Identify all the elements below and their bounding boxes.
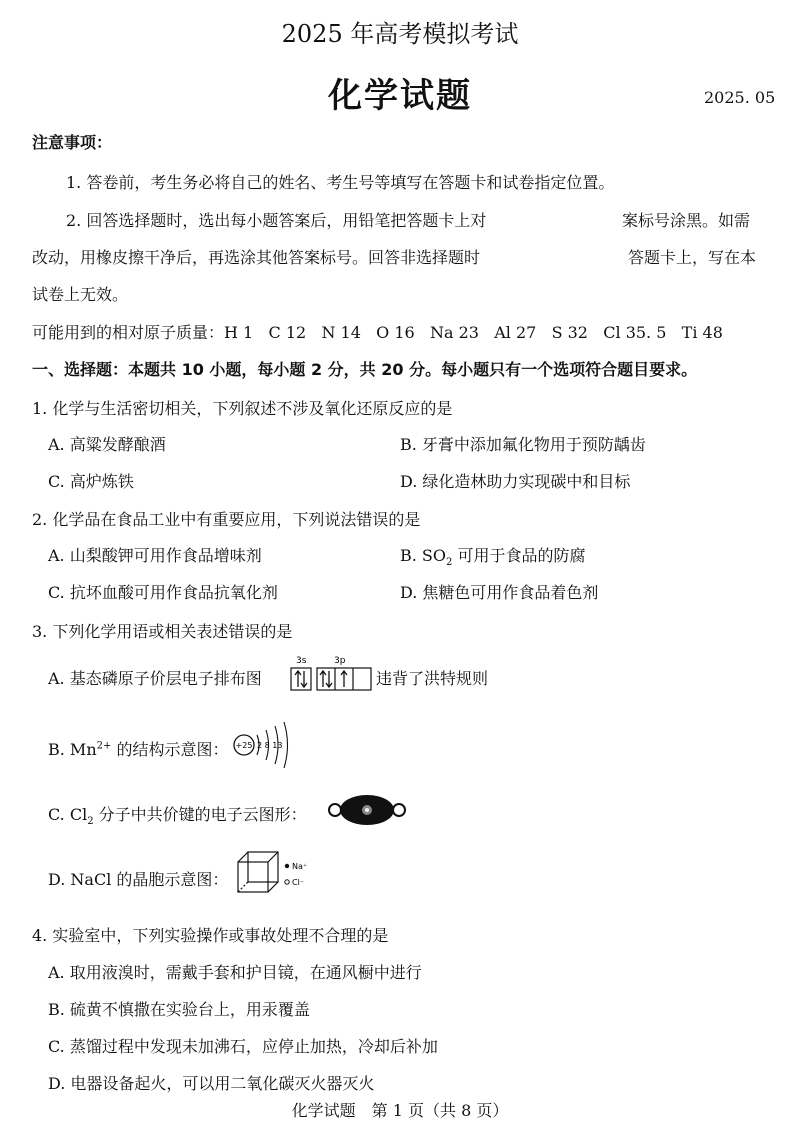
- q3-stem: 3. 下列化学用语或相关表述错误的是: [32, 622, 293, 641]
- legend-na: Na⁺: [292, 862, 308, 871]
- q3-option-c-post: 分子中共价键的电子云图形：: [93, 805, 307, 824]
- exam-title: 2025 年高考模拟考试: [281, 20, 519, 48]
- q3-option-b-post: 的结构示意图：: [111, 740, 229, 759]
- q4-option-b: B. 硫黄不慎撒在实验台上，用汞覆盖: [48, 1000, 310, 1019]
- nacl-unit-cell-diagram: [234, 848, 324, 896]
- cube-front-face: [238, 862, 268, 892]
- electron-shells: 2 8 13: [257, 741, 283, 750]
- orbital-label-3p: 3p: [334, 656, 346, 666]
- cloud-right-lobe: [393, 804, 405, 816]
- electron-cloud-diagram: [326, 792, 408, 828]
- electron-arrows: [295, 671, 347, 687]
- subject-title: 化学试题: [328, 76, 472, 116]
- nucleus-charge: +25: [235, 741, 253, 750]
- q1-option-b: B. 牙膏中添加氟化物用于预防龋齿: [400, 435, 646, 454]
- electron-up-arrow: [341, 671, 347, 687]
- q1-option-c: C. 高炉炼铁: [48, 472, 134, 491]
- q2-option-b-sub: 2: [446, 557, 453, 569]
- q3-option-a-pre: A. 基态磷原子价层电子排布图: [48, 669, 262, 688]
- mn-ion-structure-diagram: [230, 720, 300, 770]
- q2-option-b: [400, 543, 585, 568]
- page-footer: 化学试题 第 1 页（共 8 页）: [291, 1101, 509, 1120]
- notice-item-2-line-3: 试卷上无效。: [32, 285, 129, 304]
- orbital-diagram: [290, 652, 376, 694]
- q3-option-a-post: 违背了洪特规则: [376, 669, 489, 688]
- q3-option-c-sub: 2: [87, 816, 94, 828]
- q2-option-c: C. 抗坏血酸可用作食品抗氧化剂: [48, 583, 278, 602]
- notice-item-2-line-2a: 改动，用橡皮擦干净后，再选涂其他答案标号。回答非选择题时: [32, 248, 481, 267]
- notice-item-2-line-2b: 答题卡上，写在本: [628, 248, 757, 267]
- q2-option-b-post: 可用于食品的防腐: [452, 546, 586, 565]
- q2-stem: 2. 化学品在食品工业中有重要应用，下列说法错误的是: [32, 510, 421, 529]
- q3-option-b: [48, 737, 228, 760]
- notice-item-1: 1. 答卷前，考生务必将自己的姓名、考生号等填写在答题卡和试卷指定位置。: [66, 173, 615, 192]
- q3-option-d: D. NaCl 的晶胞示意图：: [48, 870, 229, 889]
- atomic-masses-line: [32, 320, 723, 343]
- q2-option-d: D. 焦糖色可用作食品着色剂: [400, 583, 599, 602]
- orbital-label-3s: 3s: [296, 656, 307, 666]
- q2-option-b-pre: B. SO: [400, 546, 447, 565]
- atomic-masses-label: 可能用到的相对原子质量：: [32, 323, 225, 342]
- q4-option-a: A. 取用液溴时，需戴手套和护目镜，在通风橱中进行: [48, 963, 422, 982]
- legend-cl: Cl⁻: [292, 878, 305, 887]
- exam-date: 2025. 05: [704, 88, 776, 107]
- electron-down-arrow: [326, 671, 332, 687]
- q1-option-a: A. 高粱发酵酿酒: [48, 435, 166, 454]
- q2-option-a: A. 山梨酸钾可用作食品增味剂: [48, 546, 262, 565]
- atomic-masses-values: H 1 C 12 N 14 O 16 Na 23 Al 27 S 32 Cl 35. 5 Ti 48: [224, 323, 723, 342]
- orbital-box-3s: [291, 668, 311, 690]
- electron-down-arrow: [301, 671, 307, 687]
- notice-item-2-part-b: 案标号涂黑。如需: [622, 211, 751, 230]
- cl-ion-marker: [285, 880, 289, 884]
- notice-heading: 注意事项：: [32, 133, 113, 152]
- na-ion-marker: [285, 864, 289, 868]
- q3-option-b-sup: 2+: [96, 740, 112, 752]
- electron-up-arrow: [295, 671, 301, 687]
- section-1-title: 一、选择题：本题共 10 小题，每小题 2 分，共 20 分。每小题只有一个选项符合题目要求。: [32, 360, 698, 379]
- notice-item-2-part-a: 2. 回答选择题时，选出每小题答案后，用铅笔把答题卡上对: [66, 211, 487, 230]
- electron-up-arrow: [320, 671, 326, 687]
- q3-option-c-pre: C. Cl: [48, 805, 88, 824]
- cloud-left-lobe: [329, 804, 341, 816]
- q3-option-c: [48, 802, 307, 827]
- q4-option-c: C. 蒸馏过程中发现未加沸石，应停止加热，冷却后补加: [48, 1037, 438, 1056]
- q4-stem: 4. 实验室中，下列实验操作或事故处理不合理的是: [32, 926, 389, 945]
- q1-stem: 1. 化学与生活密切相关，下列叙述不涉及氧化还原反应的是: [32, 399, 453, 418]
- q4-option-d: D. 电器设备起火，可以用二氧化碳灭火器灭火: [48, 1074, 375, 1093]
- q1-option-d: D. 绿化造林助力实现碳中和目标: [400, 472, 631, 491]
- q3-option-b-pre: B. Mn: [48, 740, 97, 759]
